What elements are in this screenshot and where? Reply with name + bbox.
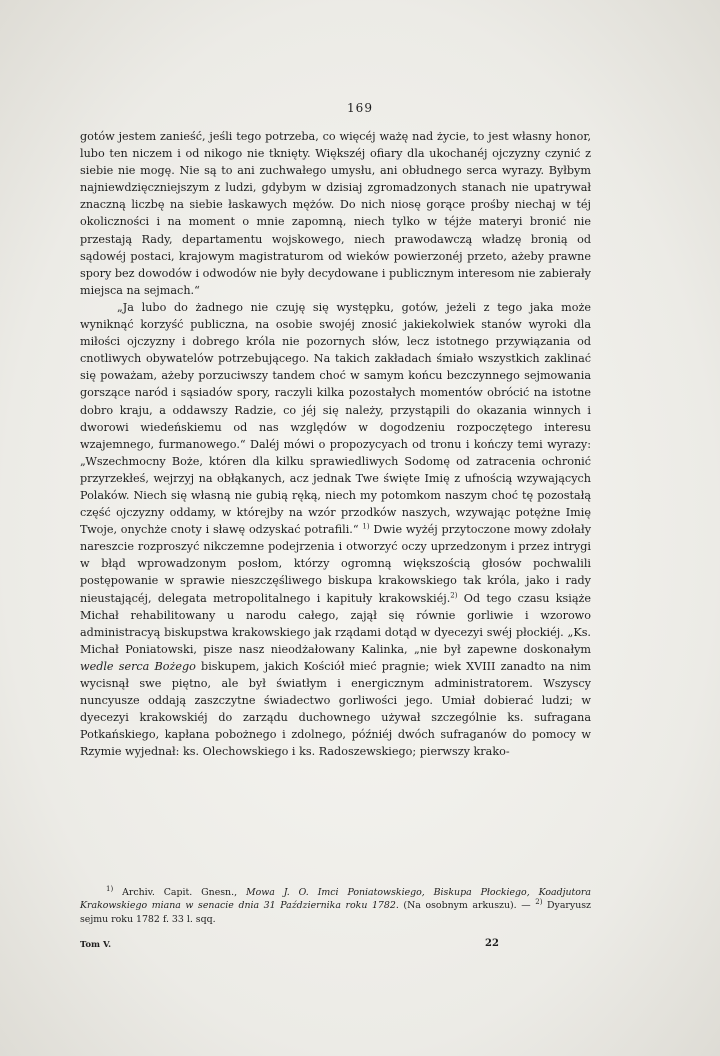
footnote-1-note: (Na osobnym arkuszu). — [403, 900, 531, 912]
paragraph-2-continuation-2: Od tego czasu książe Michał rehabilitowany u narodu całego, zajął się równie gorliwie i wzorowo administracyą biskupstwa krakowskiego jak rządami dotąd w dyecezyi swéj płockiéj. „Ks. Michał Poniatowski, pisze nasz nieodżałowany Kalinka, „nie był zapewne doskonałym [80, 591, 592, 656]
sheet-number: 22 [485, 938, 499, 949]
paragraph-2 [80, 299, 591, 761]
volume-signature: Tom V. [80, 940, 112, 950]
paragraph-2-continuation: Dwie wyżéj przytoczone mowy zdołały nareszcie rozproszyć nikczemne podejrzenia i otworzyć oczy uprzedzonym i przez intrygi w błąd wprowadzonym posłom, którzy ogromną większością głosów pochwalili postępowanie w sprawie nieszczęśliwego biskupa krakowskiego tak króla, jako i rady nieustającéj, delegata metropolitalnego i kapituły krakowskiéj. [80, 523, 592, 605]
page-number: 169 [347, 101, 373, 115]
italic-phrase: wedle serca Bożego [80, 659, 196, 673]
footnote-1-title: Mowa J. O. Imci Poniatowskiego, Biskupa Płockiego, Koadjutora Krakowskiego miana w senacie dnia 31 Października roku 1782. [80, 887, 592, 912]
footnotes [80, 886, 591, 926]
paragraph-1: gotów jestem zanieść, jeśli tego potrzeba, co więcéj ważę nad życie, to jest własny honor, lubo ten niczem i od nikogo nie tknięty. Większéj ofiary dla ukochanéj ojczyzny czynić z siebie nie mogę. Nie są to ani zuchwałego umysłu, ani obłudnego serca wyrazy. Byłbym najniewdzięczniejszym z ludzi, gdybym w dzisiaj zgromadzonych stanach nie upatrywał znaczną liczbę na siebie łaskawych mężów. Do nich niosę gorące prośby niechaj w téj okoliczności i na moment o mnie zapomną, niech tylko w téjże materyi bronić nie przestają Rady, departamentu wojskowego, niech prawodawczą władzę bronią od sądowéj postaci, krajowym magistraturom od wieków powierzonéj przeto, ażeby prawne spory bez dowodów i odwodów nie były decydowane i publicznym interesom nie zabierały miejsca na sejmach.“ [80, 130, 591, 297]
footnote-1-source: Archiv. Capit. Gnesn., [122, 887, 238, 898]
paragraph-2-end: biskupem, jakich Kościół mieć pragnie; wiek XVIII zanadto na nim wycisnął swe piętno, ale był światłym i energicznym administratorem. Wszyscy nuncyusze oddają zaszczytne świadectwo gorliwości jego. Umiał dobierać ludzi; w dyecezyi krakowskiéj do zarządu duchownego używał szczególnie ks. sufragana Potkańskiego, kapłana pobożnego i zdolnego, późniéj dwóch sufraganów do pomocy w Rzymie wyjednał: ks. Olechowskiego i ks. Radoszewskiego; pierwszy krako- [80, 659, 592, 759]
footnote-ref-2[interactable]: 2) [450, 590, 458, 599]
footnote-1-mark: 1) [106, 884, 114, 893]
footnote-ref-1[interactable]: 1) [362, 522, 370, 531]
footnote-2-mark: 2) [535, 898, 543, 907]
signature-row [80, 940, 591, 954]
paragraph-2-text: „Ja lubo do żadnego nie czuję się występku, gotów, jeżeli z tego jaka może wyniknąć korzyść publiczna, na osobie swojéj znosić jakiekolwiek stanów wyroki dla miłości ojczyzny i dobrego króla nie pozornych słów, lecz istotnego przywiązania od cnotliwych obywatelów potrzebującego. Na takich zakładach śmiało wszystkich zaklinać się poważam, ażeby porzuciwszy tandem choć w samym końcu bezczynnego sejmowania gorszące naród i sąsiadów spory, raczyli kilka pozostałych momentów obrócić na istotne dobro kraju, a oddawszy Radzie, co jéj się należy, przystąpili do okazania winnych i dworowi wiedeńskiemu od nas względów w dogodzeniu rozpoczętego interesu wzajemnego, furmanowego.“ Daléj mówi o propozycyach od tronu i kończy temi wyrazy: „Wszechmocny Boże, któren dla kilku sprawiedliwych Sodomę od zatracenia ochronić przyrzekłeś, wejrzyj na obłąkanych, acz jednak Twe święte Imię z ufnością wzywających Polaków. Niech się własną nie gubią ręką, niech my potomkom naszym choć tę pozostałą część ojczyzny oddamy, w którejby na wzór przodków naszych, wzywając potężne Imię Twoje, onychże cnoty i sławę odzyskać potrafili.“ [80, 300, 591, 537]
footnote-1 [80, 886, 591, 926]
body-text [80, 128, 591, 760]
footnote-2-text: Dyaryusz sejmu roku 1782 f. 33 l. sqq. [80, 900, 591, 925]
